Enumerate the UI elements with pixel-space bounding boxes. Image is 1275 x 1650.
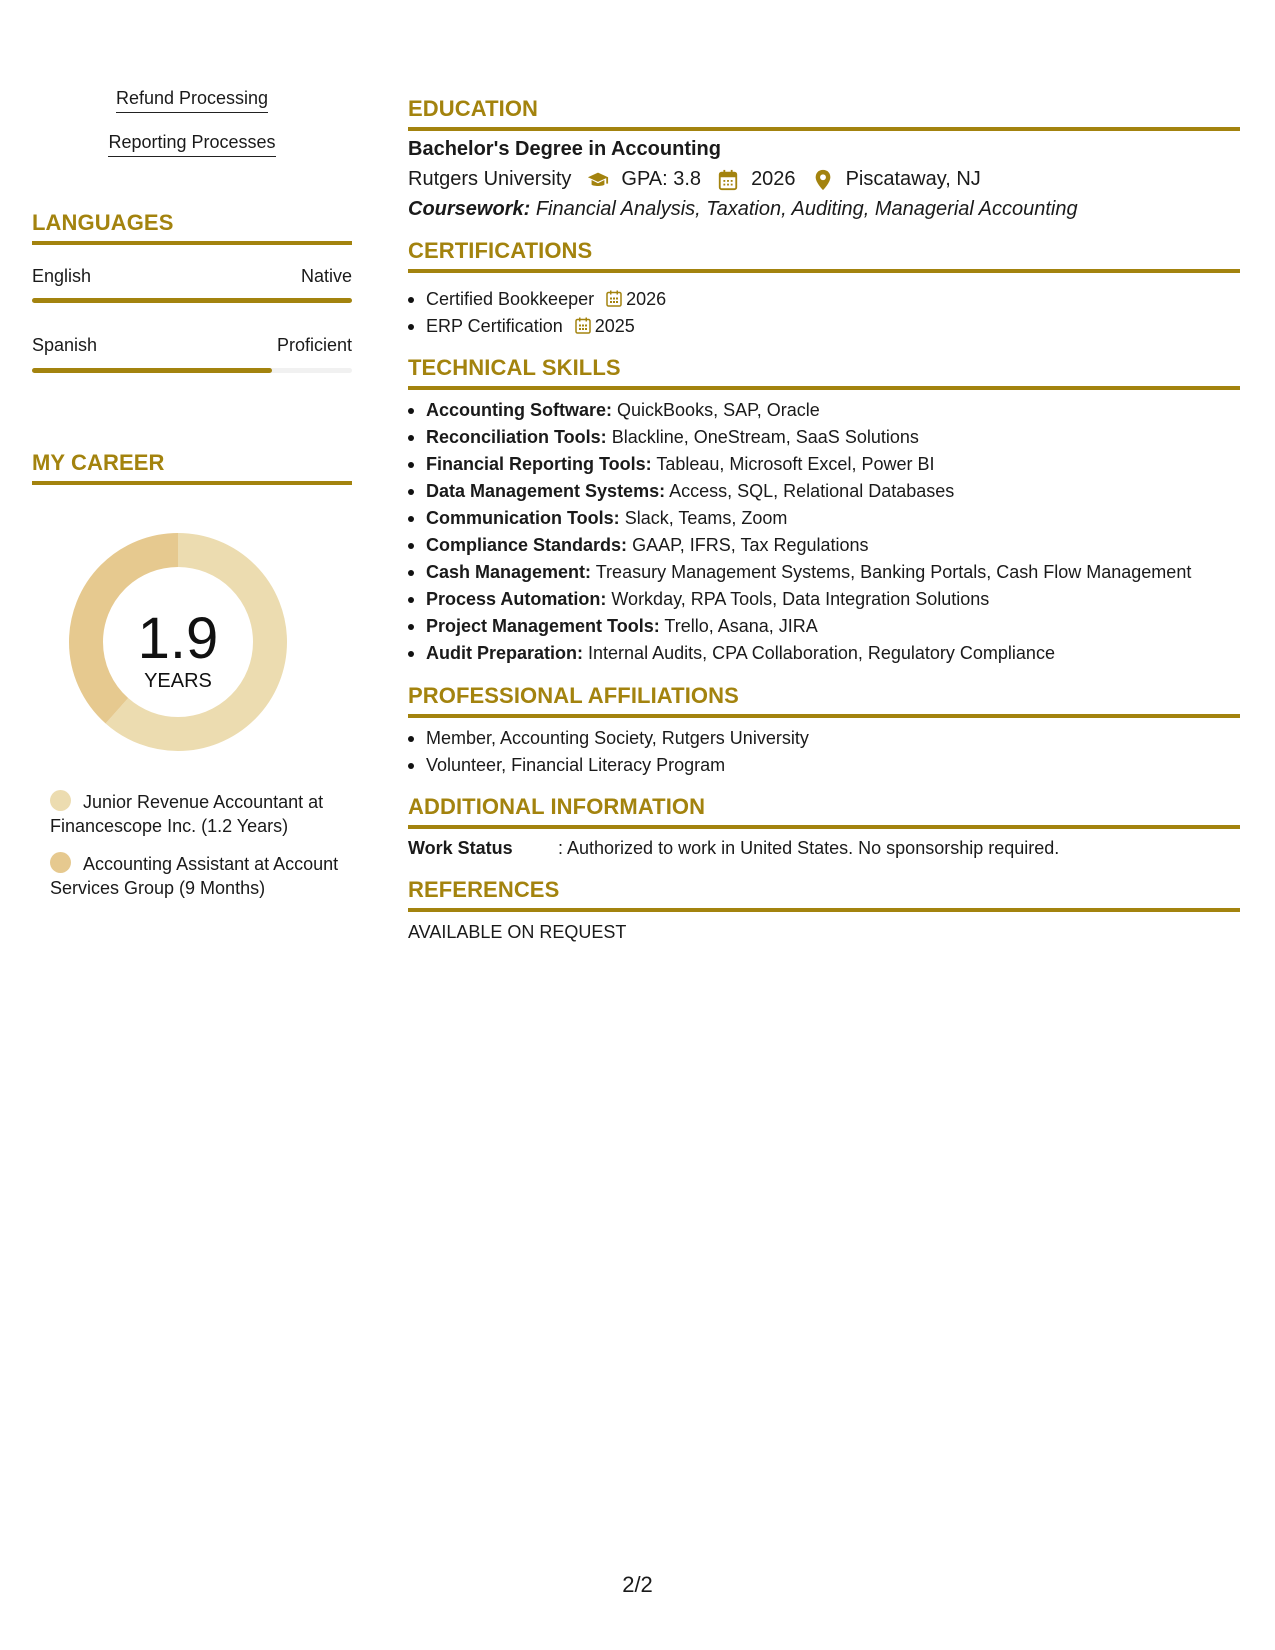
technical-skills-heading: TECHNICAL SKILLS (408, 355, 1240, 390)
career-item: Accounting Assistant at Account Services Group (9 Months) (50, 854, 339, 898)
career-heading: MY CAREER (32, 450, 352, 485)
language-bar-fill (32, 298, 352, 303)
list-item: Volunteer, Financial Literacy Program (408, 752, 1240, 779)
certifications-list (408, 286, 1240, 340)
work-status-row (408, 838, 1240, 859)
language-spanish (32, 335, 352, 356)
school-name: Rutgers University (408, 168, 572, 190)
career-donut-chart (66, 530, 290, 754)
list-item: Process Automation: Workday, RPA Tools, Data Integration Solutions (408, 586, 1240, 613)
list-item: Project Management Tools: Trello, Asana, JIRA (408, 613, 1240, 640)
skill-refund-processing: Refund Processing (32, 88, 352, 113)
coursework (408, 198, 1240, 221)
education-heading: EDUCATION (408, 96, 1240, 131)
page-number: 2/2 (622, 1572, 653, 1597)
language-name: Spanish (32, 335, 98, 355)
technical-skills-list (408, 397, 1240, 667)
location: Piscataway, NJ (845, 168, 981, 190)
list-item: Compliance Standards: GAAP, IFRS, Tax Regulations (408, 532, 1240, 559)
list-item: Reconciliation Tools: Blackline, OneStream, SaaS Solutions (408, 424, 1240, 451)
references-heading: REFERENCES (408, 877, 1240, 912)
list-item: Audit Preparation: Internal Audits, CPA Collaboration, Regulatory Compliance (408, 640, 1240, 667)
work-status-value: : Authorized to work in United States. No sponsorship required. (558, 838, 1060, 858)
additional-info-heading: ADDITIONAL INFORMATION (408, 794, 1240, 829)
work-status-label: Work Status (408, 838, 513, 858)
affiliations-heading: PROFESSIONAL AFFILIATIONS (408, 683, 1240, 718)
language-level: Native (300, 266, 352, 286)
language-bar-fill (32, 368, 272, 373)
list-item: Accounting Software: QuickBooks, SAP, Oracle (408, 397, 1240, 424)
graduation-cap-icon (587, 169, 609, 191)
degree-title: Bachelor's Degree in Accounting (408, 138, 721, 160)
list-item: Certified Bookkeeper 2026 (408, 286, 1240, 313)
calendar-icon (606, 290, 622, 307)
languages-heading: LANGUAGES (32, 210, 352, 245)
calendar-icon (717, 169, 739, 191)
skill-reporting-processes: Reporting Processes (32, 132, 352, 157)
gpa: GPA: 3.8 (621, 168, 702, 190)
coursework-label: Coursework: (408, 198, 531, 220)
language-bar-spanish (32, 368, 352, 373)
list-item: Cash Management: Treasury Management Systems, Banking Portals, Cash Flow Management (408, 559, 1240, 586)
language-bar-english (32, 298, 352, 303)
list-item: Member, Accounting Society, Rutgers University (408, 725, 1240, 752)
list-item: ERP Certification 2025 (408, 313, 1240, 340)
location-pin-icon (812, 169, 834, 191)
list-item: Financial Reporting Tools: Tableau, Microsoft Excel, Power BI (408, 451, 1240, 478)
career-item: Junior Revenue Accountant at Financescope Inc. (1.2 Years) (50, 792, 324, 836)
references-text: AVAILABLE ON REQUEST (408, 922, 627, 942)
certifications-heading: CERTIFICATIONS (408, 238, 1240, 273)
education-meta (408, 168, 981, 191)
language-english (32, 266, 352, 287)
list-item: Communication Tools: Slack, Teams, Zoom (408, 505, 1240, 532)
language-level: Proficient (276, 335, 352, 355)
career-dot (50, 790, 71, 811)
graduation-year: 2026 (751, 168, 796, 190)
calendar-icon (575, 317, 591, 334)
list-item: Data Management Systems: Access, SQL, Relational Databases (408, 478, 1240, 505)
career-dot (50, 852, 71, 873)
coursework-list: Financial Analysis, Taxation, Auditing, Managerial Accounting (535, 198, 1078, 220)
career-total-value: 1.9 (137, 606, 219, 671)
language-name: English (32, 266, 92, 286)
career-total-unit: YEARS (144, 670, 212, 692)
affiliations-list (408, 725, 1240, 779)
